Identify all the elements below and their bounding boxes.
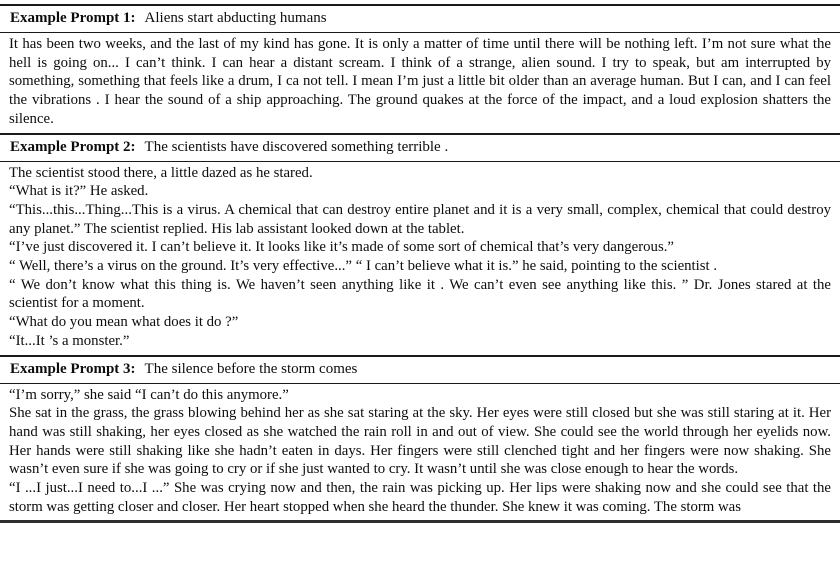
table-section-2 xyxy=(0,133,840,355)
story-line: “I’ve just discovered it. I can’t believe it. It looks like it’s made of some sort of chemical that’s very dangerous.” xyxy=(9,239,674,256)
prompt-title: The scientists have discovered something terrible . xyxy=(144,138,449,155)
prompt-label: Example Prompt 2: xyxy=(10,138,136,155)
story-line: The scientist stood there, a little dazed as he stared. xyxy=(9,164,313,181)
story-text xyxy=(0,384,840,521)
story-text xyxy=(0,33,840,133)
story-line: “ We don’t know what this thing is. We haven’t seen anything like it . We can’t even see anything like this. ” Dr. Jones stared at the scientist for a moment. xyxy=(9,276,831,312)
section-header xyxy=(0,357,840,384)
story-line: “ Well, there’s a virus on the ground. It’s very effective...” “ I can’t believe what it is.” he said, pointing to the scientist . xyxy=(9,258,718,275)
story-text xyxy=(0,162,840,355)
prompt-label: Example Prompt 3: xyxy=(10,360,136,377)
story-line: “It...It ’s a monster.” xyxy=(9,332,130,349)
story-line: “What is it?” He asked. xyxy=(9,183,149,200)
table-section-1 xyxy=(0,4,840,133)
story-line: She sat in the grass, the grass blowing behind her as she sat staring at the sky. Her eyes were still closed but she was still staring at it. Her hand was still shaking, her eyes closed as she watched the rain roll in and out of view. She could see the world through her eyelids now. Her hands were still shaking like she hadn’t eaten in days. Her fingers were still clenched tight and her fingers were now shaking. She wasn’t even sure if she was going to cry or if she just wanted to cry. It wasn’t until she was close enough to hear the words. xyxy=(9,405,831,478)
story-line: It has been two weeks, and the last of my kind has gone. It is only a matter of time until there will be nothing left. I’m not sure what the hell is going on... I can’t think. I can hear a distant scream. I think of a strange, alien sound. I try to speak, but am interrupted by something, something that feels like a drum, I ca not tell. I mean I’m just a little bit older than an average human. But I can, and I can feel the vibrations . I hear the sound of a ship approaching. The ground quakes at the force of the impact, and a loud explosion shatters the silence. xyxy=(9,36,831,127)
prompt-label: Example Prompt 1: xyxy=(10,10,136,26)
section-header xyxy=(0,6,840,33)
story-line: “This...this...Thing...This is a virus. A chemical that can destroy entire planet and it is a very small, complex, chemical that could destroy any planet.” The scientist replied. His lab assistant looked down at the tablet. xyxy=(9,201,831,237)
example-prompts-table xyxy=(0,4,840,523)
story-line: “What do you mean what does it do ?” xyxy=(9,314,239,331)
table-section-3 xyxy=(0,355,840,521)
story-line: “I’m sorry,” she said “I can’t do this anymore.” xyxy=(9,386,289,403)
story-line: “I ...I just...I need to...I ...” She was crying now and then, the rain was picking up. Her lips were shaking now and she could see that the storm was getting closer and closer. Her heart stopped when she heard the thunder. She knew it was coming. The storm was xyxy=(9,480,831,515)
section-header xyxy=(0,135,840,162)
prompt-title: Aliens start abducting humans xyxy=(144,10,327,26)
prompt-title: The silence before the storm comes xyxy=(144,360,358,377)
